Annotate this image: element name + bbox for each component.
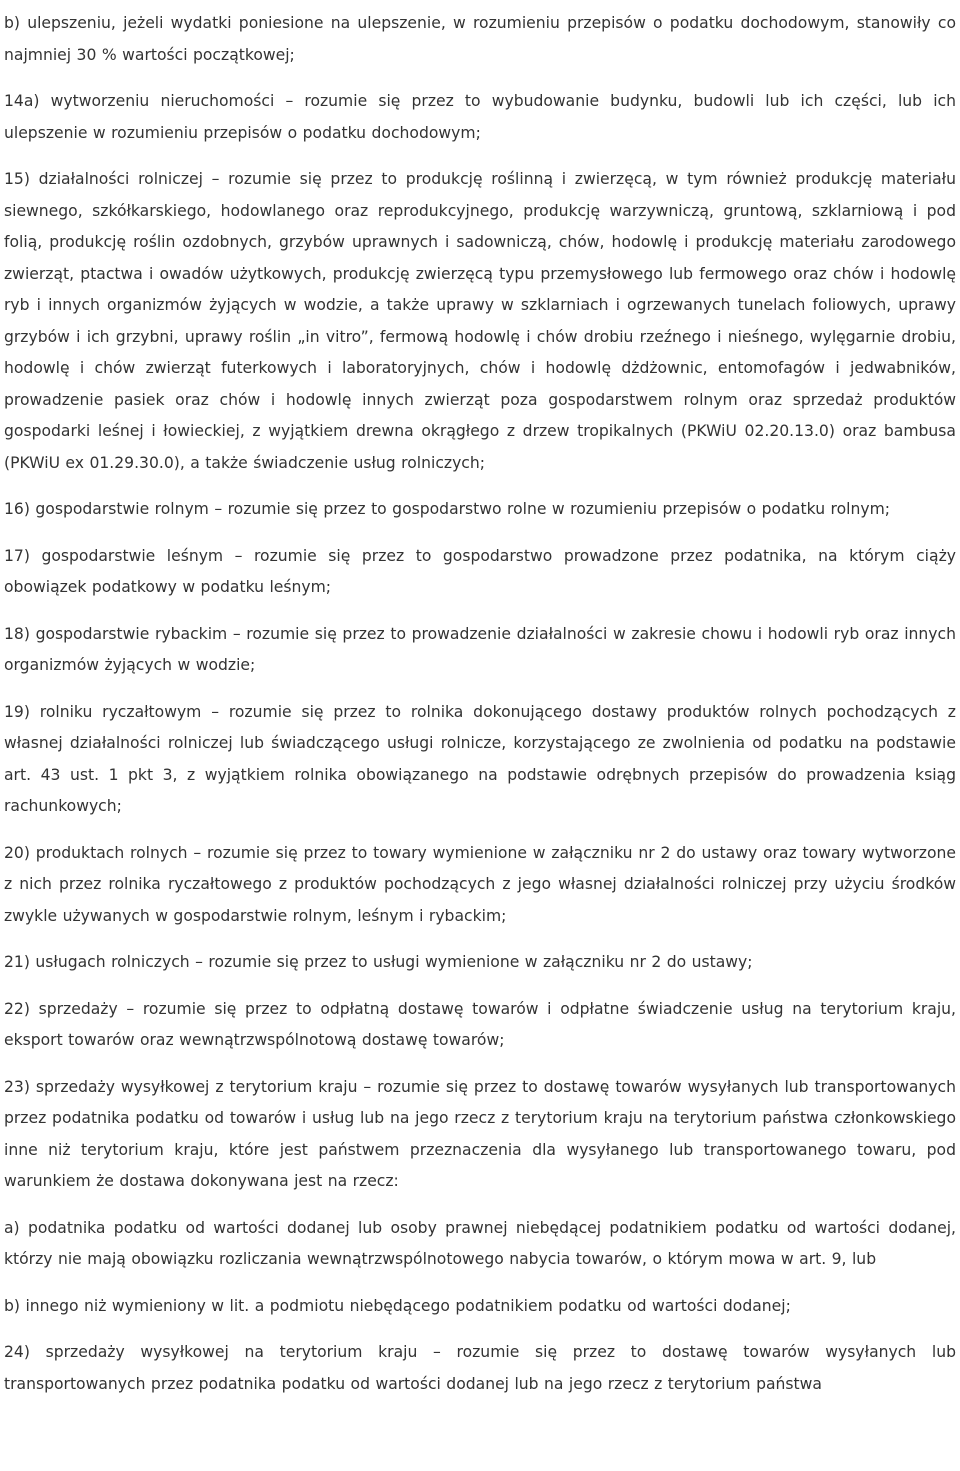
paragraph-16-gospodarstwo-rolne: 16) gospodarstwie rolnym – rozumie się przez to gospodarstwo rolne w rozumieniu przepisów o podatku rolnym; xyxy=(4,500,891,518)
paragraph-17-gospodarstwo-lesne: 17) gospodarstwie leśnym – rozumie się przez to gospodarstwo prowadzone przez podatnika, na którym ciąży obowiązek podatkowy w podatku leśnym; xyxy=(4,546,956,596)
paragraph-18-gospodarstwo-rybackie: 18) gospodarstwie rybackim – rozumie się przez to prowadzenie działalności w zakresie chowu i hodowli ryb oraz innych organizmów żyjących w wodzie; xyxy=(4,624,956,674)
paragraph-22-sprzedaz: 22) sprzedaży – rozumie się przez to odpłatną dostawę towarów i odpłatne świadczenie usług na terytorium kraju, eksport towarów oraz wewnątrzwspólnotową dostawę towarów; xyxy=(4,999,956,1049)
paragraph-b-ulepszenie: b) ulepszeniu, jeżeli wydatki poniesione na ulepszenie, w rozumieniu przepisów o podatku dochodowym, stanowiły co najmniej 30 % wartości początkowej; xyxy=(4,14,956,64)
paragraph-24-sprzedaz-wysylkowa-na-kraj: 24) sprzedaży wysyłkowej na terytorium kraju – rozumie się przez to dostawę towarów wysyłanych lub transportowanych przez podatnika podatku od wartości dodanej lub na jego rzecz z terytorium państwa xyxy=(4,1343,956,1393)
paragraph-23b-inny-podmiot: b) innego niż wymieniony w lit. a podmiotu niebędącego podatnikiem podatku od wartości dodanej; xyxy=(4,1296,791,1315)
paragraph-20-produkty-rolne: 20) produktach rolnych – rozumie się przez to towary wymienione w załączniku nr 2 do ustawy oraz towary wytworzone z nich przez rolnika ryczałtowego z produktów pochodzących z jego własnej działalności rolniczej przy użyciu środków zwykle używanych w gospodarstwie rolnym, leśnym i rybackim; xyxy=(4,843,956,925)
paragraph-19-rolnik-ryczaltowy: 19) rolniku ryczałtowym – rozumie się przez to rolnika dokonującego dostawy produktów rolnych pochodzących z własnej działalności rolniczej lub świadczącego usługi rolnicze, korzystającego ze zwolnienia od podatku na podstawie art. 43 ust. 1 pkt 3, z wyjątkiem rolnika obowiązanego na podstawie odrębnych przepisów do prowadzenia ksiąg rachunkowych; xyxy=(4,702,956,815)
paragraph-21-uslugi-rolnicze: 21) usługach rolniczych – rozumie się przez to usługi wymienione w załączniku nr 2 do ustawy; xyxy=(4,953,753,971)
paragraph-15-dzialalnosc-rolnicza: 15) działalności rolniczej – rozumie się przez to produkcję roślinną i zwierzęcą, w tym również produkcję materiału siewnego, szkółkarskiego, hodowlanego oraz reprodukcyjnego, produkcję warzywniczą, gruntową, szklarniową i pod folią, produkcję roślin ozdobnych, grzybów uprawnych i sadowniczą, chów, hodowlę i produkcję materiału zarodowego zwierząt, ptactwa i owadów użytkowych, produkcję zwierzęcą typu przemysłowego lub fermowego oraz chów i hodowlę ryb i innych organizmów żyjących w wodzie, a także uprawy w szklarniach i ogrzewanych tunelach foliowych, uprawy grzybów i ich grzybni, uprawy roślin „in vitro”, fermową hodowlę i chów drobiu rzeźnego i nieśnego, wylęgarnie drobiu, hodowlę i chów zwierząt futerkowych i laboratoryjnych, chów i hodowlę dżdżownic, entomofagów i jedwabników, prowadzenie pasiek oraz chów i hodowlę innych zwierząt poza gospodarstwem rolnym oraz sprzedaż produktów gospodarki leśnej i łowieckiej, z wyjątkiem drewna okrągłego z drzew tropikalnych (PKWiU 02.20.13.0) oraz bambusa (PKWiU ex 01.29.30.0), a także świadczenie usług rolniczych; xyxy=(4,170,956,472)
paragraph-23-sprzedaz-wysylkowa-z-kraju: 23) sprzedaży wysyłkowej z terytorium kraju – rozumie się przez to dostawę towarów wysyłanych lub transportowanych przez podatnika podatku od towarów i usług lub na jego rzecz z terytorium kraju na terytorium państwa członkowskiego inne niż terytorium kraju, które jest państwem przeznaczenia dla wysyłanego lub transportowanego towaru, pod warunkiem że dostawa dokonywana jest na rzecz: xyxy=(4,1077,956,1190)
paragraph-14a-wytworzenie-nieruchomosci: 14a) wytworzeniu nieruchomości – rozumie się przez to wybudowanie budynku, budowli lub ich części, lub ich ulepszenie w rozumieniu przepisów o podatku dochodowym; xyxy=(4,92,956,142)
paragraph-23a-podatnik-vat: a) podatnika podatku od wartości dodanej lub osoby prawnej niebędącej podatnikiem podatku od wartości dodanej, którzy nie mają obowiązku rozliczania wewnątrzwspólnotowego nabycia towarów, o którym mowa w art. 9, lub xyxy=(4,1218,956,1268)
